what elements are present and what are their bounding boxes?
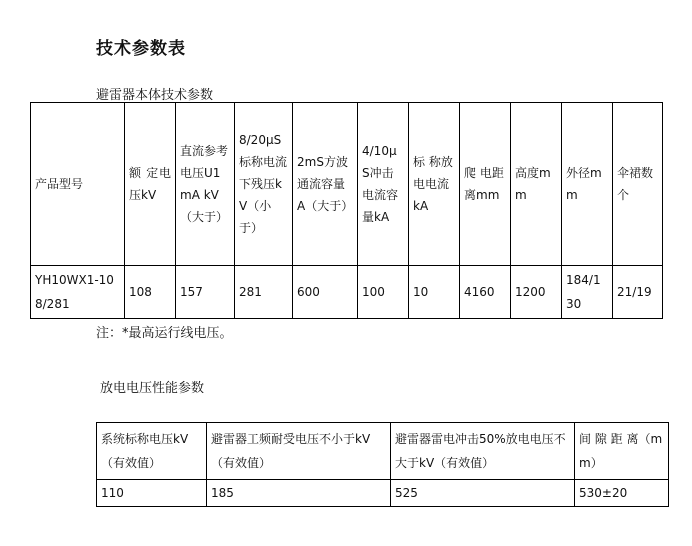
table-cell: 185	[207, 480, 391, 507]
body-params-table	[30, 102, 663, 319]
header-cell: 高度mm	[511, 103, 562, 266]
table-row	[31, 266, 663, 319]
table-cell: 184/130	[562, 266, 613, 319]
page-title: 技术参数表	[96, 39, 186, 59]
discharge-params-table	[96, 422, 669, 507]
header-cell: 避雷器工频耐受电压不小于kV（有效值）	[207, 423, 391, 480]
table-cell: 100	[358, 266, 409, 319]
header-cell: 避雷器雷电冲击50%放电电压不大于kV（有效值）	[391, 423, 575, 480]
section2-heading: 放电电压性能参数	[100, 381, 205, 396]
header-cell: 产品型号	[31, 103, 125, 266]
table-cell: 281	[235, 266, 293, 319]
section1-heading: 避雷器本体技术参数	[96, 88, 214, 103]
table-header-row	[31, 103, 663, 266]
header-cell: 爬 电距离mm	[460, 103, 511, 266]
header-cell: 4/10μS冲击电流容量kA	[358, 103, 409, 266]
header-cell: 额 定电压kV	[125, 103, 176, 266]
table-cell: 600	[293, 266, 358, 319]
header-cell: 直流参考电压U1mA kV（大于）	[176, 103, 235, 266]
table-cell: 110	[97, 480, 207, 507]
table-cell: 530±20	[575, 480, 669, 507]
table-cell: 525	[391, 480, 575, 507]
table-cell: 157	[176, 266, 235, 319]
header-cell: 外径mm	[562, 103, 613, 266]
header-cell: 伞裙数个	[613, 103, 663, 266]
header-cell: 8/20μS标称电流下残压kV（小于）	[235, 103, 293, 266]
header-cell: 2mS方波通流容量A（大于）	[293, 103, 358, 266]
table-header-row	[97, 423, 669, 480]
table-cell: YH10WX1-108/281	[31, 266, 125, 319]
table-cell: 10	[409, 266, 460, 319]
table-cell: 21/19	[613, 266, 663, 319]
footnote: 注：*最高运行线电压。	[96, 326, 233, 341]
table-cell: 1200	[511, 266, 562, 319]
table-row	[97, 480, 669, 507]
header-cell: 间 隙 距 离（mm）	[575, 423, 669, 480]
table-cell: 4160	[460, 266, 511, 319]
header-cell: 标 称放 电电流kA	[409, 103, 460, 266]
table-cell: 108	[125, 266, 176, 319]
header-cell: 系统标称电压kV（有效值）	[97, 423, 207, 480]
